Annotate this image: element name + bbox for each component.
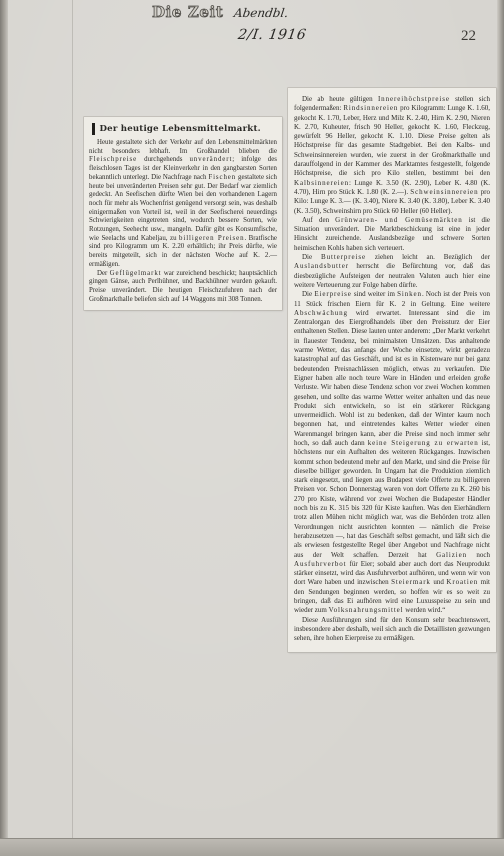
sheet-edge-right <box>497 0 504 856</box>
emphasized-text: Abschwächung <box>294 308 348 317</box>
text-run: ziehen leicht an. Bezüglich der <box>366 253 490 262</box>
emphasized-text: Volksnahrungsmittel <box>328 606 404 615</box>
text-run: werden wird.“ <box>403 606 446 615</box>
emphasized-text: Kroatien <box>446 578 479 587</box>
emphasized-text: Eierpreise <box>314 290 352 299</box>
text-run: sind weiter im <box>351 290 398 299</box>
text-run: Der <box>97 269 110 277</box>
text-run: herrscht die Befürchtung vor, daß das diesbezügliche Aufsteigen der neutralen Valuten auch hier eine weitere Verteuerung zur Folge haben dürfte. <box>294 262 490 289</box>
article-paragraph <box>89 139 277 270</box>
text-run: ist, höchstens nur ein Aufhalten des weiteren Rückganges. Inzwischen kommt schon bedeutend mehr auf den Markt, und sind die Preise für dieselbe billiger geworden. In Ungarn hat die Produktion ziemlich stark eingesetzt, und liegen aus Budapest viele Offerte zu billigeren Preisen vor. Schon Donnerstag waren von dort Offerte zu K. 260 bis 270 pro Kiste, während vor zwei Wochen die Budapester Händler noch bis zu K. 315 bis 320 für Kiste kauften. Was den Eierhändlern trotz allen Mühen nicht möglich war, was die Behörden trotz allen Verordnungen nicht ausrichten konnten — nämlich die Preise herabzusetzen —, hat das Geschäft selbst gemacht, und läßt sich die als erwiesen festgestellte Regel über Angebot und Nachfrage nicht aus der Welt schaffen. Derzeit hat <box>294 438 490 559</box>
text-run: : Lunge K. 3.50 (K. 2.90), Leber K. 4.80 (K. 4.70), Hirn pro Stück K. 1.80 (K. 2.—). <box>294 178 490 196</box>
text-run: ist die Situation unverändert. Die Marktbeschickung ist eine in jeder Hinsicht zureichende. Auslandsbezüge und schwere Sorten heimischen Kohls haben sich verteuert. <box>294 215 490 252</box>
text-run: war zureichend beschickt; hauptsächlich gingen Gänse, auch Perlhühner, und Backhühner wurden gekauft. Preise unverändert. Die heutigen Fleischzufuhren nach der Großmarkthalle beliefen sich auf 14 Waggons mit 308 Tonnen. <box>89 269 277 303</box>
emphasized-text: Geflügelmarkt <box>109 269 162 277</box>
article-paragraph <box>294 616 490 644</box>
text-run: Diese Ausführungen sind für den Konsum sehr beachtenswert, insbesondere aber deshalb, weil sich auch die Detaillisten gezwungen sehen, ihre hohen Eierpreise zu ermäßigen. <box>294 615 490 643</box>
emphasized-text: Galizien <box>436 550 467 559</box>
text-run: . Noch ist der Preis von 11 Stück frischen Eiern für K. 2 in Geltung. Eine weitere <box>294 290 490 308</box>
emphasized-text: Ausfuhrverbot <box>294 559 347 568</box>
text-run: und <box>430 578 447 587</box>
article-paragraph <box>294 95 490 216</box>
sheet-edge-bottom <box>0 838 504 856</box>
text-run: stellen sich folgendermaßen: <box>294 95 490 113</box>
emphasized-text: Grünwaren- und Gemüsemärkten <box>335 215 463 224</box>
emphasized-text: Schweinsinnereien <box>410 187 479 196</box>
article-paragraph <box>294 253 490 290</box>
text-run: mit den Sendungen beginnen werden, so hoffen wir es so weit zu bringen, daß das Ei aufhören wird eine Luxusspeise zu sein und wieder zum <box>294 578 490 615</box>
binding-edge-left <box>0 0 8 856</box>
emphasized-text: Rindsinnereien <box>343 104 399 113</box>
emphasized-text: keine Steigerung zu erwarten <box>367 438 479 447</box>
emphasized-text: Fischen <box>208 173 237 181</box>
margin-fold-line <box>72 0 73 838</box>
emphasized-text: unverändert <box>189 156 233 164</box>
emphasized-text: Auslandsbutter <box>294 262 349 271</box>
text-run: Die <box>302 290 315 299</box>
emphasized-text: Innereihöchstpreise <box>377 95 450 103</box>
clipping-innereipreise <box>288 88 496 652</box>
text-run: Die ab heute gültigen <box>302 95 378 103</box>
text-run: Auf den <box>302 215 336 224</box>
text-run: noch <box>466 550 490 559</box>
newspaper-masthead-stamp: Die Zeit <box>152 3 224 21</box>
article-title: Der heutige Lebensmittelmarkt. <box>99 124 261 134</box>
article-paragraph <box>294 290 490 615</box>
text-run: ; infolge des fleischlosen Tages ist der Kleinverkehr in den gangbarsten Sorten bekanntlich unterlegt. Die Nachfrage nach <box>89 156 277 181</box>
handwritten-edition-note: Abendbl. <box>233 6 290 20</box>
text-run: durchgehends <box>137 156 190 164</box>
text-run: Die <box>302 253 322 262</box>
text-run: pro Kilogramm: Lunge K. 1.60, gekocht K. 1.70, Leber, Herz und Milz K. 2.40, Hirn K. 2.90, Nieren K. 2.70, Kuheuter, frisch 90 Heller, gekocht K. 1.60, Fleckzug, gewürfelt 96 Heller, gekocht K. 1.10. Diese Preise gelten als Höchstpreise für das gesamte Stadtgebiet. Bei den Kalbs- und Schweinsinnereien wurden, wie zuerst in der Großmarkthalle und darauffolgend in der Kammer des Marktamtes festgestellt, folgende Höchstpreise, die sich pro Kilo stellen, bestimmt bei den <box>294 104 490 178</box>
emphasized-text: billigeren Preisen <box>179 234 245 242</box>
emphasized-text: Kalbsinnereien <box>294 178 349 187</box>
article-paragraph <box>294 216 490 253</box>
text-run: gestaltete sich heute bei unveränderten Preisen sehr gut. Der Bedarf war ziemlich gedeckt. An Seefischen dürfte Wien bei den vorhandenen Lagern noch für mehr als Wochenfrist genügend versorgt sein, was deshalb einigermaßen von Vorteil ist, weil in der Seefischerei neuerdings Schwierigkeiten eingetreten sind, wodurch bessere Sorten, wie Rotzungen, Seehecht usw., mangeln. Dafür gibt es Konsumfische, wie Seelachs und Kabeljau, zu <box>89 173 277 242</box>
emphasized-text: Sinken <box>397 290 422 299</box>
text-run: . Bratfische sind pro Kilogramm um K. 2.20 erhältlich; ihr Preis dürfte, wie bereits mitgeteilt, sich in der nächsten Woche auf K. 2.— ermäßigen. <box>89 234 277 268</box>
text-run: Heute gestaltete sich der Verkehr auf den Lebensmittelmärkten nicht besonders lebhaft. Im Großhandel blieben die <box>89 139 277 155</box>
text-run: wird erwartet. Interessant sind die im Zentralorgan des Eiergroßhandels über den Preissturz der Eier enthaltenen Stellen. Diese lauten unter anderem: „Der Markt verkehrt in flauester Tendenz, bei minimalsten Umsätzen. Das anhaltende warme Wetter, das anfangs der Woche einsetzte, wirkt geradezu katastrophal auf das Geschäft, und ist es in Kistenware nur bei ganz bedeutenden Preisnachlässen möglich, etwas zu verkaufen. Die Eigner haben alle noch teure Ware in Händen und erleiden große Verluste. Wir haben diese Tendenz schon vor zwei Wochen kommen gesehen, und sollte das warme Wetter weiter anhalten und das neue Produkt sich entwickeln, so ist ein stärkerer Rückgang unvermeidlich. Wohl ist zu bedenken, daß der Winter kaum noch begonnen hat, und eintretendes kaltes Wetter wieder einen Warenmangel bringen kann, aber die Preise sind noch immer sehr hoch, so daß auch dann <box>294 308 490 447</box>
text-run: für Eier; sobald aber auch dort das Neuprodukt stärker einsetzt, wird das Ausfuhrverbot aufhören, und wenn wir von dort Ware haben und inzwischen <box>294 559 490 587</box>
article-paragraph <box>89 270 277 305</box>
text-run: pro Kilo: Lunge K. 3.— (K. 3.40), Niere K. 3.40 (K. 3.80), Leber K. 3.40 (K. 3.50), Schweinshirn pro Stück 60 Heller (60 Heller). <box>294 187 490 215</box>
title-rule <box>92 123 95 135</box>
clipping-lebensmittelmarkt <box>84 117 282 310</box>
emphasized-text: Butterpreise <box>321 253 367 262</box>
article-heading <box>92 123 277 135</box>
page-number: 22 <box>461 28 476 44</box>
emphasized-text: Fleischpreise <box>89 156 138 164</box>
emphasized-text: Steiermark <box>391 578 431 587</box>
handwritten-date: 2/I. 1916 <box>236 27 308 43</box>
